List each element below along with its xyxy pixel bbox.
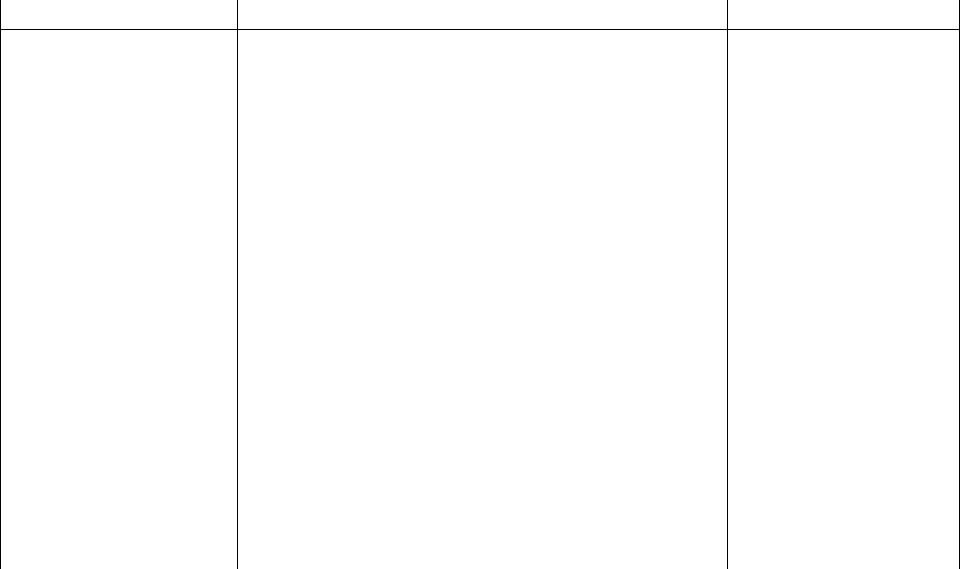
column-divider-1: [237, 0, 238, 569]
table-border-left: [0, 0, 1, 569]
row-divider: [0, 29, 960, 30]
column-divider-2: [727, 0, 728, 569]
